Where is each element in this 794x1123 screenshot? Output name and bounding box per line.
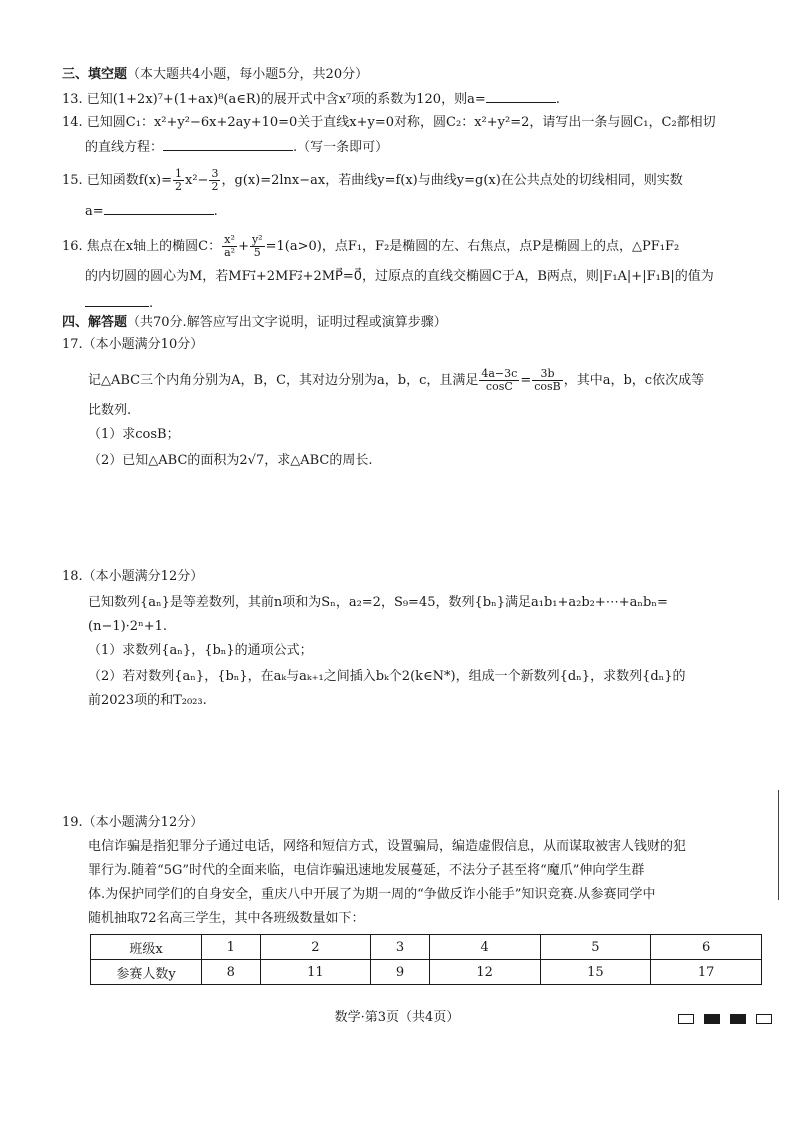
question-15-line-2: a= . bbox=[85, 204, 218, 219]
section-3-note: （本大题共4小题，每小题5分，共20分） bbox=[127, 67, 369, 82]
q19-line-2: 罪行为.随着“5G”时代的全面来临，电信诈骗迅速地发展蔓延，不法分子甚至将“魔爪”伸向学生群 bbox=[88, 863, 645, 878]
table-cell: 6 bbox=[651, 935, 762, 960]
q17-title: 17.（本小题满分10分） bbox=[62, 337, 204, 352]
table-header-count: 参赛人数y bbox=[91, 960, 202, 985]
table-cell: 11 bbox=[260, 960, 371, 985]
table-cell: 4 bbox=[429, 935, 540, 960]
scan-marks bbox=[678, 1008, 782, 1027]
section-4-note: （共70分.解答应写出文字说明，证明过程或演算步骤） bbox=[127, 315, 447, 330]
question-16-line-2: 的内切圆的圆心为M，若MF₁⃗+2MF₂⃗+2MP⃗=0⃗，过原点的直线交椭圆C于A，B两点，则|F₁A|+|F₁B|的值为 bbox=[85, 269, 714, 284]
q18-part-1: （1）求数列{aₙ}，{bₙ}的通项公式； bbox=[88, 643, 313, 658]
page-footer: 数学·第3页（共4页） bbox=[334, 1010, 460, 1025]
table-cell: 9 bbox=[371, 960, 430, 985]
table-row bbox=[91, 935, 762, 960]
q13-text: 13. 已知(1+2x)⁷+(1+ax)⁸(a∈R)的展开式中含x⁷项的系数为120，则a= bbox=[62, 92, 486, 107]
q17-line-2: 比数列. bbox=[88, 403, 132, 418]
q17-line-1: 记△ABC三个内角分别为A，B，C，其对边分别为a，b，c，且满足 $\frac{4a-3c}{\cos C}$ = $\frac{3b}{\cos B}$ ，其中a，b，c依次成等 bbox=[88, 367, 705, 393]
q16-answer-blank[interactable] bbox=[85, 294, 149, 307]
q18-part-2-line-2: 前2023项的和T₂₀₂₃. bbox=[88, 693, 207, 708]
fraction: $\frac{\text{y²}}{5}$ bbox=[251, 233, 263, 259]
table-cell: 12 bbox=[429, 960, 540, 985]
q18-title: 18.（本小题满分12分） bbox=[62, 569, 204, 584]
table-cell: 17 bbox=[651, 960, 762, 985]
section-4-header bbox=[62, 314, 447, 332]
q18-line-1: 已知数列{aₙ}是等差数列，其前n项和为Sₙ，a₂=2，S₉=45，数列{bₙ}满足a₁b₁+a₂b₂+⋯+aₙbₙ= bbox=[88, 595, 668, 610]
question-14-line-2: 的直线方程： .（写一条即可） bbox=[85, 140, 389, 155]
table-cell: 2 bbox=[260, 935, 371, 960]
section-4-heading: 四、解答题 bbox=[62, 315, 128, 330]
q18-part-2-line-1: （2）若对数列{aₙ}，{bₙ}，在aₖ与aₖ₊₁之间插入bₖ个2(k∈N*)，组成一个新数列{dₙ}，求数列{dₙ}的 bbox=[88, 669, 686, 684]
table-header-class: 班级x bbox=[91, 935, 202, 960]
section-3-header bbox=[62, 66, 368, 84]
question-14-line-1 bbox=[62, 114, 716, 132]
table-cell: 8 bbox=[202, 960, 261, 985]
scan-edge-line bbox=[778, 790, 779, 900]
q19-line-3: 体.为保护同学们的自身安全，重庆八中开展了为期一周的“争做反诈小能手”知识竞赛.从参赛同学中 bbox=[88, 887, 656, 902]
table-cell: 15 bbox=[540, 960, 651, 985]
question-13: 13. 已知(1+2x)⁷+(1+ax)⁸(a∈R)的展开式中含x⁷项的系数为120，则a= . bbox=[62, 92, 560, 107]
question-16-line-1: 16. 焦点在x轴上的椭圆C： $\frac{\text{x²}}{\text{a²}}$ + $\frac{\text{y²}}{5}$ =1(a>0)，点F₁，F₂是椭圆的左、右焦点，点P是椭圆上的点，△PF₁F₂ bbox=[62, 233, 680, 259]
class-participants-table bbox=[90, 934, 762, 985]
filled-mark-icon bbox=[704, 1014, 720, 1024]
q19-title: 19.（本小题满分12分） bbox=[62, 815, 204, 830]
fraction: $\frac{\text{x²}}{\text{a²}}$ bbox=[224, 233, 236, 259]
q17-part-2: （2）已知△ABC的面积为2√7，求△ABC的周长. bbox=[88, 453, 373, 468]
question-16-line-3: . bbox=[85, 294, 153, 313]
empty-mark-icon bbox=[678, 1014, 694, 1024]
table-row bbox=[91, 960, 762, 985]
filled-mark-icon bbox=[730, 1014, 746, 1024]
table-cell: 5 bbox=[540, 935, 651, 960]
fraction: $\frac{3b}{\cos B}$ bbox=[534, 367, 561, 393]
q14-answer-blank[interactable] bbox=[163, 138, 293, 151]
empty-mark-icon bbox=[756, 1014, 772, 1024]
q13-answer-blank[interactable] bbox=[486, 90, 556, 103]
q17-part-1: （1）求cosB； bbox=[88, 427, 180, 442]
table-cell: 3 bbox=[371, 935, 430, 960]
q14-line-1: 14. 已知圆C₁：x²+y²−6x+2ay+10=0关于直线x+y=0对称，圆C₂：x²+y²=2，请写出一条与圆C₁，C₂都相切 bbox=[62, 115, 716, 130]
section-3-heading: 三、填空题 bbox=[62, 67, 128, 82]
q18-line-2: (n−1)·2ⁿ+1. bbox=[88, 619, 168, 634]
question-15-line-1: 15. 已知函数f(x)= $\frac{1}{2}$ x²− $\frac{3}{2}$ ，g(x)=2lnx−ax，若曲线y=f(x)与曲线y=g(x)在公共点处的切线相同，则实数 bbox=[62, 167, 683, 193]
fraction: $\frac{4a-3c}{\cos C}$ bbox=[481, 367, 518, 393]
q15-answer-blank[interactable] bbox=[104, 202, 214, 215]
fraction: $\frac{1}{2}$ bbox=[175, 167, 182, 193]
table-cell: 1 bbox=[202, 935, 261, 960]
fraction: $\frac{3}{2}$ bbox=[211, 167, 219, 193]
q19-line-4: 随机抽取72名高三学生，其中各班级数量如下： bbox=[88, 911, 365, 926]
q19-line-1: 电信诈骗是指犯罪分子通过电话，网络和短信方式，设置骗局，编造虚假信息，从而谋取被害人钱财的犯 bbox=[88, 839, 687, 854]
